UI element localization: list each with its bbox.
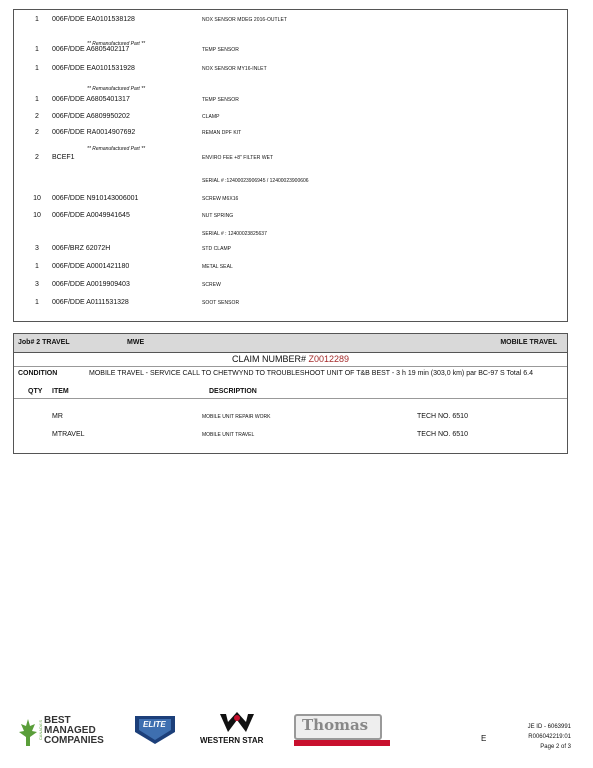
- serial-text: SERIAL # : 12400023825637: [202, 231, 267, 237]
- part-description: CLAMP: [202, 114, 220, 120]
- ref-number: R006042219:01: [528, 734, 571, 740]
- part-description: NOX SENSOR MY16-INLET: [202, 66, 267, 72]
- part-description: STD CLAMP: [202, 246, 232, 252]
- part-description: SCREW: [202, 282, 221, 288]
- part-number: 006F/BRZ 62072H: [52, 245, 111, 252]
- part-number: 006F/DDE A0049941645: [52, 212, 130, 219]
- part-qty: 2: [35, 154, 39, 161]
- part-description: TEMP SENSOR: [202, 97, 239, 103]
- part-description: METAL SEAL: [202, 264, 233, 270]
- job-section: [13, 333, 568, 454]
- part-number: 006F/DDE A6809950202: [52, 113, 130, 120]
- logo4-text: Thomas: [302, 716, 369, 734]
- job-line-item: MR: [52, 413, 63, 420]
- job-line: [14, 410, 567, 424]
- logo1-a: BEST: [44, 715, 71, 726]
- part-description: ENVIRO FEE +8" FILTER WET: [202, 155, 274, 161]
- part-number: 006F/DDE A6805401317: [52, 96, 130, 103]
- part-row: [14, 93, 567, 107]
- part-number: 006F/DDE EA0101538128: [52, 16, 135, 23]
- part-qty: 3: [35, 281, 39, 288]
- part-row: [14, 43, 567, 57]
- part-number: 006F/DDE N910143006001: [52, 195, 139, 202]
- claim-label: CLAIM NUMBER#: [231, 354, 306, 364]
- claim-number: Z0012289: [308, 354, 350, 364]
- part-row: [14, 110, 567, 124]
- job-line: [14, 428, 567, 442]
- col-description: DESCRIPTION: [209, 388, 257, 395]
- part-qty: 2: [35, 129, 39, 136]
- job-header: [14, 334, 567, 353]
- western-star-logo: [200, 712, 275, 752]
- part-row: [14, 209, 567, 223]
- claim-row: [14, 352, 567, 367]
- part-number: 006F/DDE A0001421180: [52, 263, 130, 270]
- part-description: NUT SPRING: [202, 213, 234, 219]
- part-qty: 1: [35, 46, 39, 53]
- part-number: BCEF1: [52, 154, 75, 161]
- serial-text: SERIAL # :12400023906945 / 12400023900606: [202, 178, 309, 184]
- part-description: SOOT SENSOR: [202, 300, 240, 306]
- part-row: [14, 278, 567, 292]
- part-qty: 10: [33, 195, 41, 202]
- logo3-text: WESTERN STAR: [200, 736, 264, 745]
- job-line-tech: TECH NO. 6510: [417, 413, 468, 420]
- part-number: 006F/DDE RA0014907692: [52, 129, 136, 136]
- logo1-side: CANADA'S: [38, 720, 43, 741]
- part-number: 006F/DDE A0019909403: [52, 281, 130, 288]
- part-number: 006F/DDE EA0101531928: [52, 65, 135, 72]
- job-line-desc: MOBILE UNIT TRAVEL: [202, 432, 255, 438]
- maple-leaf-icon: [18, 718, 38, 748]
- part-qty: 1: [35, 96, 39, 103]
- part-row: [14, 13, 567, 27]
- part-description: REMAN DPF KIT: [202, 130, 242, 136]
- part-number: 006F/DDE A6805402117: [52, 46, 130, 53]
- col-qty: QTY: [28, 388, 43, 395]
- logo1-c: COMPANIES: [44, 735, 104, 746]
- serial-note: [14, 227, 567, 241]
- part-description: TEMP SENSOR: [202, 47, 239, 53]
- part-row: [14, 260, 567, 274]
- part-row: [14, 242, 567, 256]
- part-row: [14, 62, 567, 76]
- condition-label: CONDITION: [18, 370, 58, 377]
- part-row: [14, 126, 567, 140]
- condition-text: MOBILE TRAVEL - SERVICE CALL TO CHETWYND TO TROUBLESHOOT UNIT OF T&B BEST - 3 h 19 min (303,0 km) par BC-97 S Total 6.4: [89, 370, 533, 377]
- western-star-emblem-icon: [200, 712, 275, 734]
- best-managed-logo: [18, 714, 118, 750]
- column-header: [14, 385, 567, 399]
- part-qty: 1: [35, 299, 39, 306]
- part-qty: 3: [35, 245, 39, 252]
- part-number: 006F/DDE A0111531328: [52, 299, 129, 306]
- thomas-logo: [294, 712, 389, 748]
- reman-text: ** Remanufactured Part **: [87, 86, 146, 92]
- footer: [0, 706, 593, 756]
- part-qty: 10: [33, 212, 41, 219]
- condition-row: [14, 367, 567, 381]
- part-qty: 2: [35, 113, 39, 120]
- je-id: JE ID - 6063991: [527, 724, 571, 730]
- job-line-desc: MOBILE UNIT REPAIR WORK: [202, 414, 271, 420]
- reman-text: ** Remanufactured Part **: [87, 41, 146, 47]
- page-number: Page 2 of 3: [540, 744, 571, 750]
- job-code: MWE: [127, 339, 145, 346]
- job-line-tech: TECH NO. 6510: [417, 431, 468, 438]
- elite-logo: [130, 714, 180, 746]
- job-type: MOBILE TRAVEL: [500, 339, 557, 346]
- part-row: [14, 151, 567, 165]
- part-qty: 1: [35, 263, 39, 270]
- logo2-text: ELITE: [143, 720, 166, 729]
- part-description: NOX SENSOR MDEG 2016-OUTLET: [202, 17, 287, 23]
- part-row: [14, 192, 567, 206]
- reman-text: ** Remanufactured Part **: [87, 146, 146, 152]
- serial-note: [14, 174, 567, 188]
- col-item: ITEM: [52, 388, 69, 395]
- parts-list: [13, 9, 568, 322]
- footer-letter: E: [481, 734, 487, 743]
- job-line-item: MTRAVEL: [52, 431, 85, 438]
- logo1-b: MANAGED: [44, 725, 96, 736]
- job-label: Job# 2 TRAVEL: [18, 339, 70, 346]
- part-qty: 1: [35, 65, 39, 72]
- part-description: SCREW M6X16: [202, 196, 239, 202]
- part-qty: 1: [35, 16, 39, 23]
- part-row: [14, 296, 567, 310]
